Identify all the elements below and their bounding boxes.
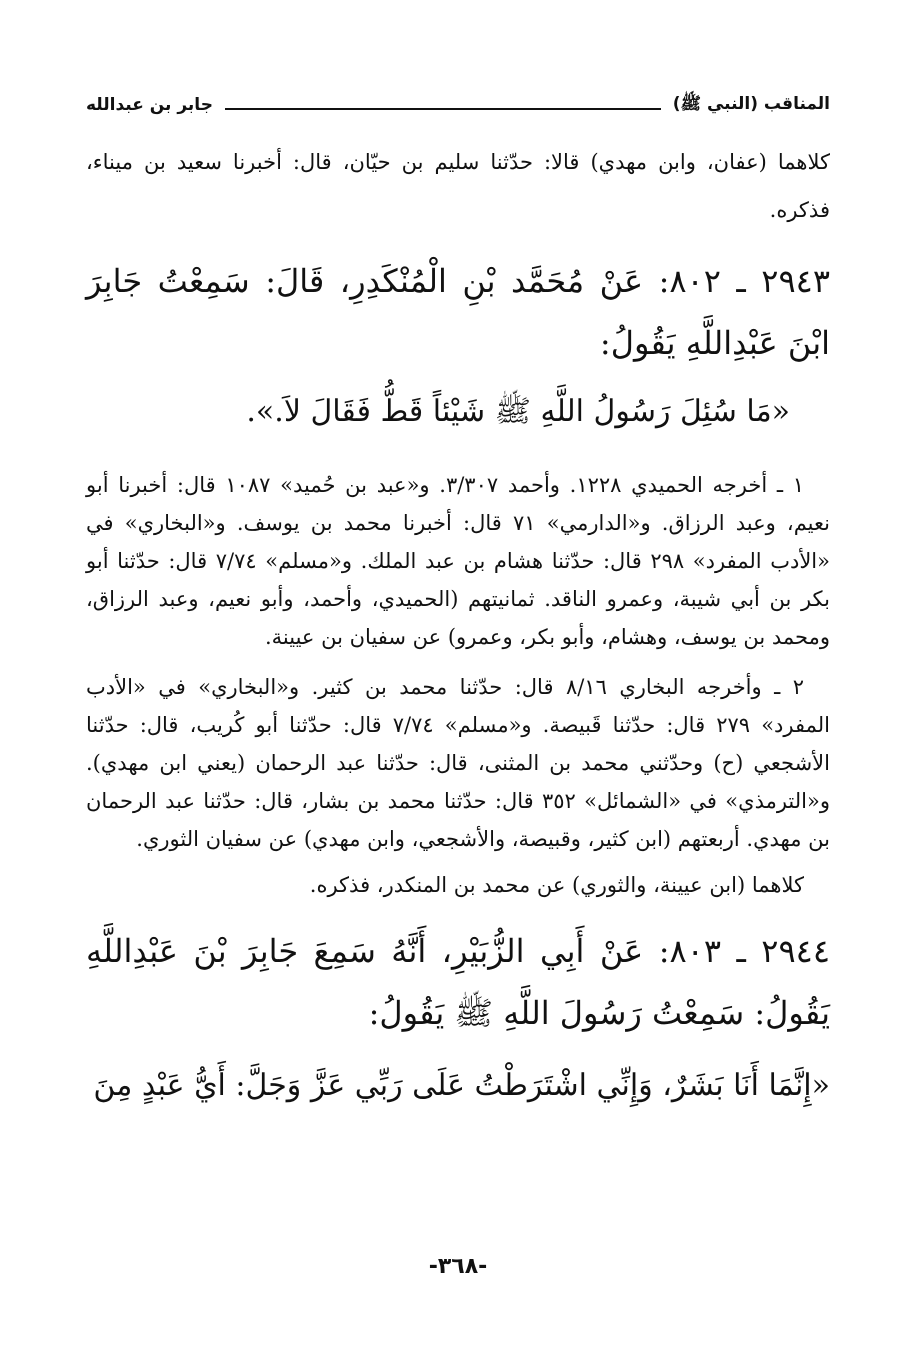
lead-paragraph: كلاهما (عفان، وابن مهدي) قالا: حدّثنا سليم بن حيّان، قال: أخبرنا سعيد بن ميناء، فذكره. [86,150,830,222]
hadith-2943-text: «مَا سُئِلَ رَسُولُ اللَّهِ ﷺ شَيْئاً قَطُّ فَقَالَ لاَ.». [246,394,790,429]
page-number: -٣٦٨- [428,1254,488,1279]
hadith-2944-heading: ٢٩٤٤ ـ ٨٠٣: عَنْ أَبِي الزُّبَيْرِ، أَنَّهُ سَمِعَ جَابِرَ بْنَ عَبْدِاللَّهِ يَقُولُ: سَمِعْتُ رَسُولَ اللَّهِ ﷺ يَقُولُ: [86,932,831,1032]
header-rule [225,108,661,110]
hadith-2944-text: «إِنَّمَا أَنَا بَشَرٌ، وَإِنِّي اشْتَرَطْتُ عَلَى رَبِّي عَزَّ وَجَلَّ: أَيُّ عَبْدٍ مِنَ [93,1068,830,1103]
header-section: المناقب (النبي ﷺ) [672,93,830,114]
takhrij-note-2: ٢ ـ وأخرجه البخاري ٨/١٦ قال: حدّثنا محمد بن كثير. و«البخاري» في «الأدب المفرد» ٢٧٩ قال: حدّثنا قَبيصة. و«مسلم» ٧/٧٤ قال: حدّثنا أبو كُريب، قال: حدّثنا الأشجعي (ح) وحدّثني محمد بن المثنى، قال: حدّثنا عبد الرحمان (يعني ابن مهدي). و«الترمذي» في «الشمائل» ٣٥٢ قال: حدّثنا محمد بن بشار، قال: حدّثنا عبد الرحمان بن مهدي. أربعتهم (ابن كثير، وقبيصة، والأشجعي، وابن مهدي) عن سفيان الثوري. [86,675,830,851]
takhrij-note-1: ١ ـ أخرجه الحميدي ١٢٢٨. وأحمد ٣/٣٠٧. و«عبد بن حُميد» ١٠٨٧ قال: أخبرنا أبو نعيم، وعبد الرزاق. و«الدارمي» ٧١ قال: أخبرنا محمد بن يوسف. و«البخاري» في «الأدب المفرد» ٢٩٨ قال: حدّثنا هشام بن عبد الملك. و«مسلم» ٧/٧٤ قال: حدّثنا أبو بكر بن أبي شيبة، وعمرو الناقد. ثمانيتهم (الحميدي، وأحمد، وأبو نعيم، وعبد الرزاق، ومحمد بن يوسف، وهشام، وأبو بكر، وعمرو) عن سفيان بن عيينة. [86,473,830,649]
page-body [86,138,830,1114]
header-subject: جابر بن عبدالله [86,95,213,115]
closing-note: كلاهما (ابن عيينة، والثوري) عن محمد بن المنكدر، فذكره. [309,873,804,897]
hadith-2943-heading: ٢٩٤٣ ـ ٨٠٢: عَنْ مُحَمَّد بْنِ الْمُنْكَدِرِ، قَالَ: سَمِعْتُ جَابِرَ ابْنَ عَبْدِاللَّهِ يَقُولُ: [86,262,831,362]
running-header [86,92,830,118]
